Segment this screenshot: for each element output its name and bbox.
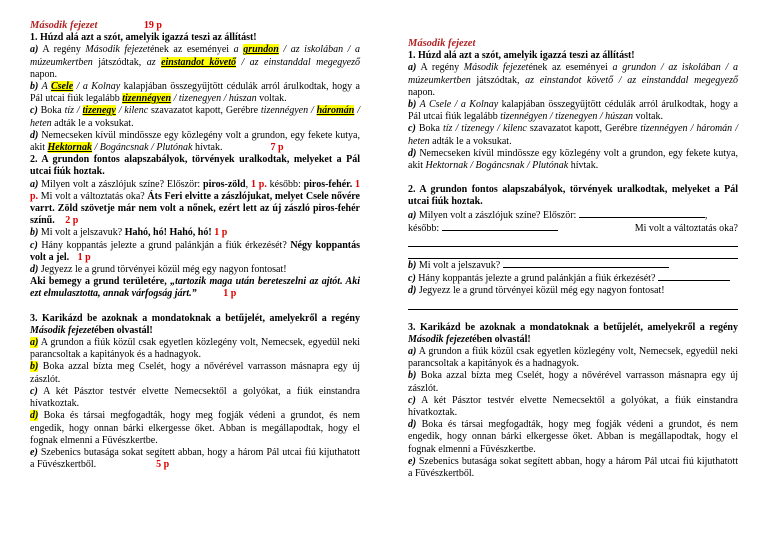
answer-line[interactable] [408, 247, 738, 259]
answer-highlight: Csele [50, 81, 74, 93]
answer-blank[interactable] [579, 209, 705, 218]
q3-item-b: b) Boka azzal bízta meg Cselét, hogy a nővérével varrasson másnapra egy új zászlót. [30, 361, 360, 385]
answer-highlight: tizennégyen [122, 93, 172, 105]
answer-blank[interactable] [442, 222, 558, 231]
answer-highlight: a) [30, 337, 39, 349]
answer-blank[interactable] [503, 259, 669, 268]
answer-key-column [30, 20, 360, 471]
q3-points: 5 p [156, 459, 170, 471]
chapter-title: Második fejezet [30, 20, 98, 31]
q1-title: 1. Húzd alá azt a szót, amelyik igazzá teszi az állítást! [408, 50, 635, 62]
answer-highlight: d) [30, 410, 39, 422]
q1-points: 7 p [270, 142, 284, 154]
q3-item-a[interactable]: a) A grundon a fiúk közül csak egyetlen közlegény volt, Nemecsek, egyedül neki parancsoltak a kapitányok és a hadnagyok. [408, 346, 738, 370]
q2-item-a: a) Milyen volt a zászlójuk színe? Először: , [408, 209, 708, 221]
q2-item-d: d) Jegyezz le a grund törvényei közül még egy nagyon fontosat! [408, 285, 665, 297]
worksheet-column [408, 38, 738, 480]
q1-item-c: c) Boka tíz / tizenegy / kilenc szavazatot kapott, Gerébre tizennégyen / háromán / heten adták le a voksukat. [30, 105, 360, 129]
q3-item-c: c) A két Pásztor testvér elvette Nemecsektől a golyókat, a fiúk einstandra hívatkoztak. [30, 385, 360, 410]
q3-item-a: a) A grundon a fiúk közül csak egyetlen közlegény volt, Nemecsek, egyedül neki parancsoltak a kapitányok és a hadnagyok. [30, 337, 360, 361]
answer-highlight: Hektornak [47, 142, 92, 154]
q1-item-c: c) Boka tíz / tizenegy / kilenc szavazatot kapott, Gerébre tizennégyen / háromán / heten adták le a voksukat. [408, 123, 738, 147]
chapter-heading [30, 20, 360, 32]
q3-item-e[interactable]: e) Szebenics butasága sokat segített abban, hogy a három Pál utcai fiú kijuthatott a Füvészkertből. [408, 455, 738, 480]
q2-item-a-cont: később: Mi volt a változtatás oka? [408, 222, 738, 234]
answer-line[interactable] [408, 235, 738, 247]
q1-title: 1. Húzd alá azt a szót, amelyik igazzá teszi az állítást! [30, 32, 257, 44]
answer-blank[interactable] [658, 272, 730, 281]
q3-item-c[interactable]: c) A két Pásztor testvér elvette Nemecsektől a golyókat, a fiúk einstandra hívatkoztak. [408, 394, 738, 419]
chapter-title: Második fejezet [408, 38, 476, 49]
q2-answer: Aki bemegy a grund területére, „tartozik maga után bereteszelni az ajtót. Aki ezt elmulasztotta, annak várfogság járt.” 1 p [30, 276, 360, 300]
q2-item-b: b) Mi volt a jelszavuk? Hahó, hó! Hahó, hó! 1 p [30, 227, 228, 239]
q1-item-b: b) A Csele / a Kolnay kalapjában összegyűjtött cédulák arról árulkodtak, hogy a Pál utcai fiúk legalább tizennégyen / tizenegyen / húszan voltak. [408, 99, 738, 123]
q3-item-b[interactable]: b) Boka azzal bízta meg Cselét, hogy a nővérével varrasson másnapra egy új zászlót. [408, 370, 738, 394]
q3-item-d: d) Boka és társai megfogadták, hogy meg fogják védeni a grundot, és nem engedik, hogy onnan bárki elkergesse őket. Abban is megállapodtak, hogy el fognak elmenni a Füvészkertbe. [30, 410, 360, 446]
total-points: 19 p [143, 20, 162, 31]
q3-title: 3. Karikázd be azoknak a mondatoknak a betűjelét, amelyekről a regény Második fejezetében olvastál! [408, 321, 738, 345]
q2-item-c: c) Hány koppantás jelezte a grund palánkján a fiúk érkezését? [408, 272, 738, 285]
answer-highlight: tizenegy [82, 105, 116, 117]
q2-item-c: c) Hány koppantás jelezte a grund palánkján a fiúk érkezését? Négy koppantás volt a jel. 1 p [30, 239, 360, 263]
q3-item-d[interactable]: d) Boka és társai megfogadták, hogy meg fogják védeni a grundot, és nem engedik, hogy onnan bárki elkergesse őket. Abban is megállapodtak, hogy el fognak elmenni a Füvészkertbe. [408, 419, 738, 455]
answer-highlight: háromán [316, 105, 355, 117]
q1-item-d: d) Nemecseken kívül mindössze egy közlegény volt a grundon, egy fekete kutya, akit Hektornak / Bogáncsnak / Plutónak hívtak. 7 p [30, 129, 360, 154]
q2-title: 2. A grundon fontos alapszabályok, törvények uralkodtak, melyeket a Pál utcai fiúk hoztak. [408, 184, 738, 208]
q2-title: 2. A grundon fontos alapszabályok, törvények uralkodtak, melyeket a Pál utcai fiúk hoztak. [30, 154, 360, 178]
q1-item-a: a) A regény Második fejezetének az eseményei a grundon / az iskolában / a múzeumkertben játszódtak, az einstandot követő / az einstanddal megegyező napon. [408, 62, 738, 98]
q1-item-b: b) A Csele / a Kolnay kalapjában összegyűjtött cédulák arról árulkodtak, hogy a Pál utcai fiúk legalább tizennégyen / tizenegyen / húszan voltak. [30, 81, 360, 105]
answer-highlight: b) [30, 361, 39, 373]
q3-item-e: e) Szebenics butasága sokat segített abban, hogy a három Pál utcai fiú kijuthatott a Füvészkertből. 5 p [30, 446, 360, 471]
q3-title: 3. Karikázd be azoknak a mondatoknak a betűjelét, amelyekről a regény Második fejezetében olvastál! [30, 312, 360, 336]
q1-item-a: a) A regény Második fejezetének az eseményei a grundon / az iskolában / a múzeumkertben játszódtak, az einstandot követő / az einstanddal megegyező napon. [30, 44, 360, 80]
answer-highlight: grundon [243, 44, 279, 56]
q1-item-d: d) Nemecseken kívül mindössze egy közlegény volt a grundon, egy fekete kutya, akit Hektornak / Bogáncsnak / Plutónak hívtak. [408, 147, 738, 172]
answer-highlight: einstandot követő [161, 56, 236, 68]
q2-item-a: a) Milyen volt a zászlójuk színe? Először: piros-zöld, 1 p. később: piros-fehér. 1 p. Mi volt a változtatás oka? Áts Feri elvitte a zászlójukat, melyet Csele nővére varrt. Zöld szövetje már nem volt a nőnek, ezért lett az új zászló piros-fehér színű. 2 p [30, 178, 361, 227]
q2-item-d: d) Jegyezz le a grund törvényei közül még egy nagyon fontosat! [30, 264, 287, 276]
answer-line[interactable] [408, 298, 738, 310]
q2-item-b: b) Mi volt a jelszavuk? [408, 259, 738, 272]
